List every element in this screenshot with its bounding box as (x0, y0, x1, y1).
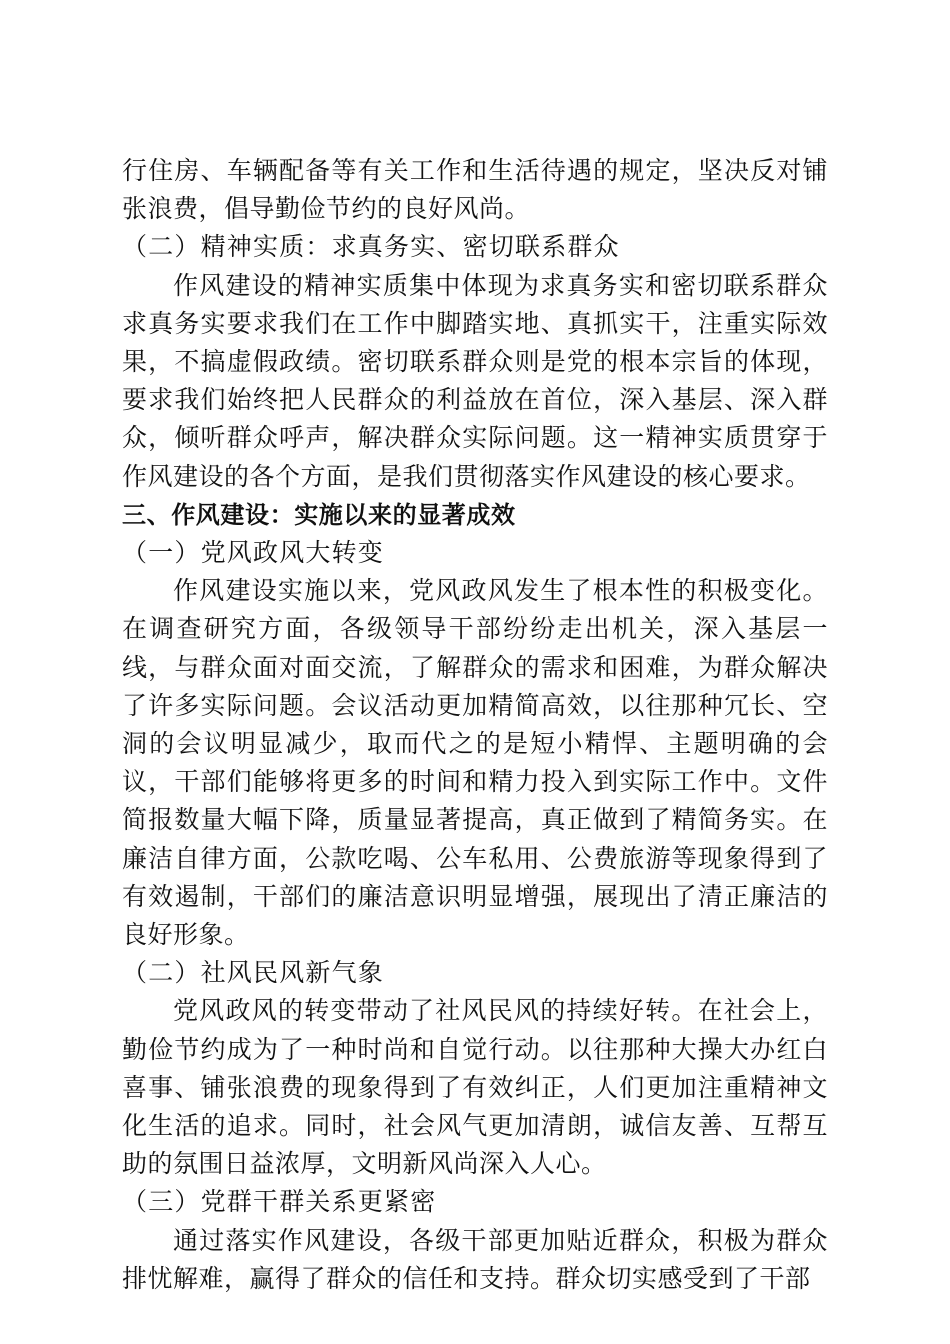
paragraph-spirit: 作风建设的精神实质集中体现为求真务实和密切联系群众求真务实要求我们在工作中脚踏实地、真抓实干，注重实际效果，不搞虚假政绩。密切联系群众则是党的根本宗旨的体现，要求我们始终把人民群众的利益放在首位，深入基层、深入群众，倾听群众呼声，解决群众实际问题。这一精神实质贯穿于作风建设的各个方面，是我们贯彻落实作风建设的核心要求。 (122, 270, 828, 491)
document-body (122, 152, 828, 1298)
paragraph-relations: 通过落实作风建设，各级干部更加贴近群众，积极为群众排忧解难，赢得了群众的信任和支持。群众切实感受到了干部 (122, 1225, 828, 1293)
sub-heading-relations: （三）党群干群关系更紧密 (122, 1187, 437, 1217)
sub-heading-spirit: （二）精神实质：求真务实、密切联系群众 (122, 232, 620, 262)
sub-heading-party-style: （一）党风政风大转变 (122, 538, 385, 568)
paragraph-social-style: 党风政风的转变带动了社风民风的持续好转。在社会上，勤俭节约成为了一种时尚和自觉行动。以往那种大操大办红白喜事、铺张浪费的现象得到了有效纠正，人们更加注重精神文化生活的追求。同时，社会风气更加清朗，诚信友善、互帮互助的氛围日益浓厚，文明新风尚深入人心。 (122, 996, 828, 1179)
section-heading-results: 三、作风建设：实施以来的显著成效 (122, 500, 516, 529)
paragraph-party-style: 作风建设实施以来，党风政风发生了根本性的积极变化。在调查研究方面，各级领导干部纷纷走出机关，深入基层一线，与群众面对面交流，了解群众的需求和困难，为群众解决了许多实际问题。会议活动更加精简高效，以往那种冗长、空洞的会议明显减少，取而代之的是短小精悍、主题明确的会议，干部们能够将更多的时间和精力投入到实际工作中。文件简报数量大幅下降，质量显著提高，真正做到了精简务实。在廉洁自律方面，公款吃喝、公车私用、公费旅游等现象得到了有效遏制，干部们的廉洁意识明显增强，展现出了清正廉洁的良好形象。 (122, 576, 828, 950)
sub-heading-social-style: （二）社风民风新气象 (122, 958, 385, 988)
paragraph-continued: 行住房、车辆配备等有关工作和生活待遇的规定，坚决反对铺张浪费，倡导勤俭节约的良好风尚。 (122, 156, 828, 224)
